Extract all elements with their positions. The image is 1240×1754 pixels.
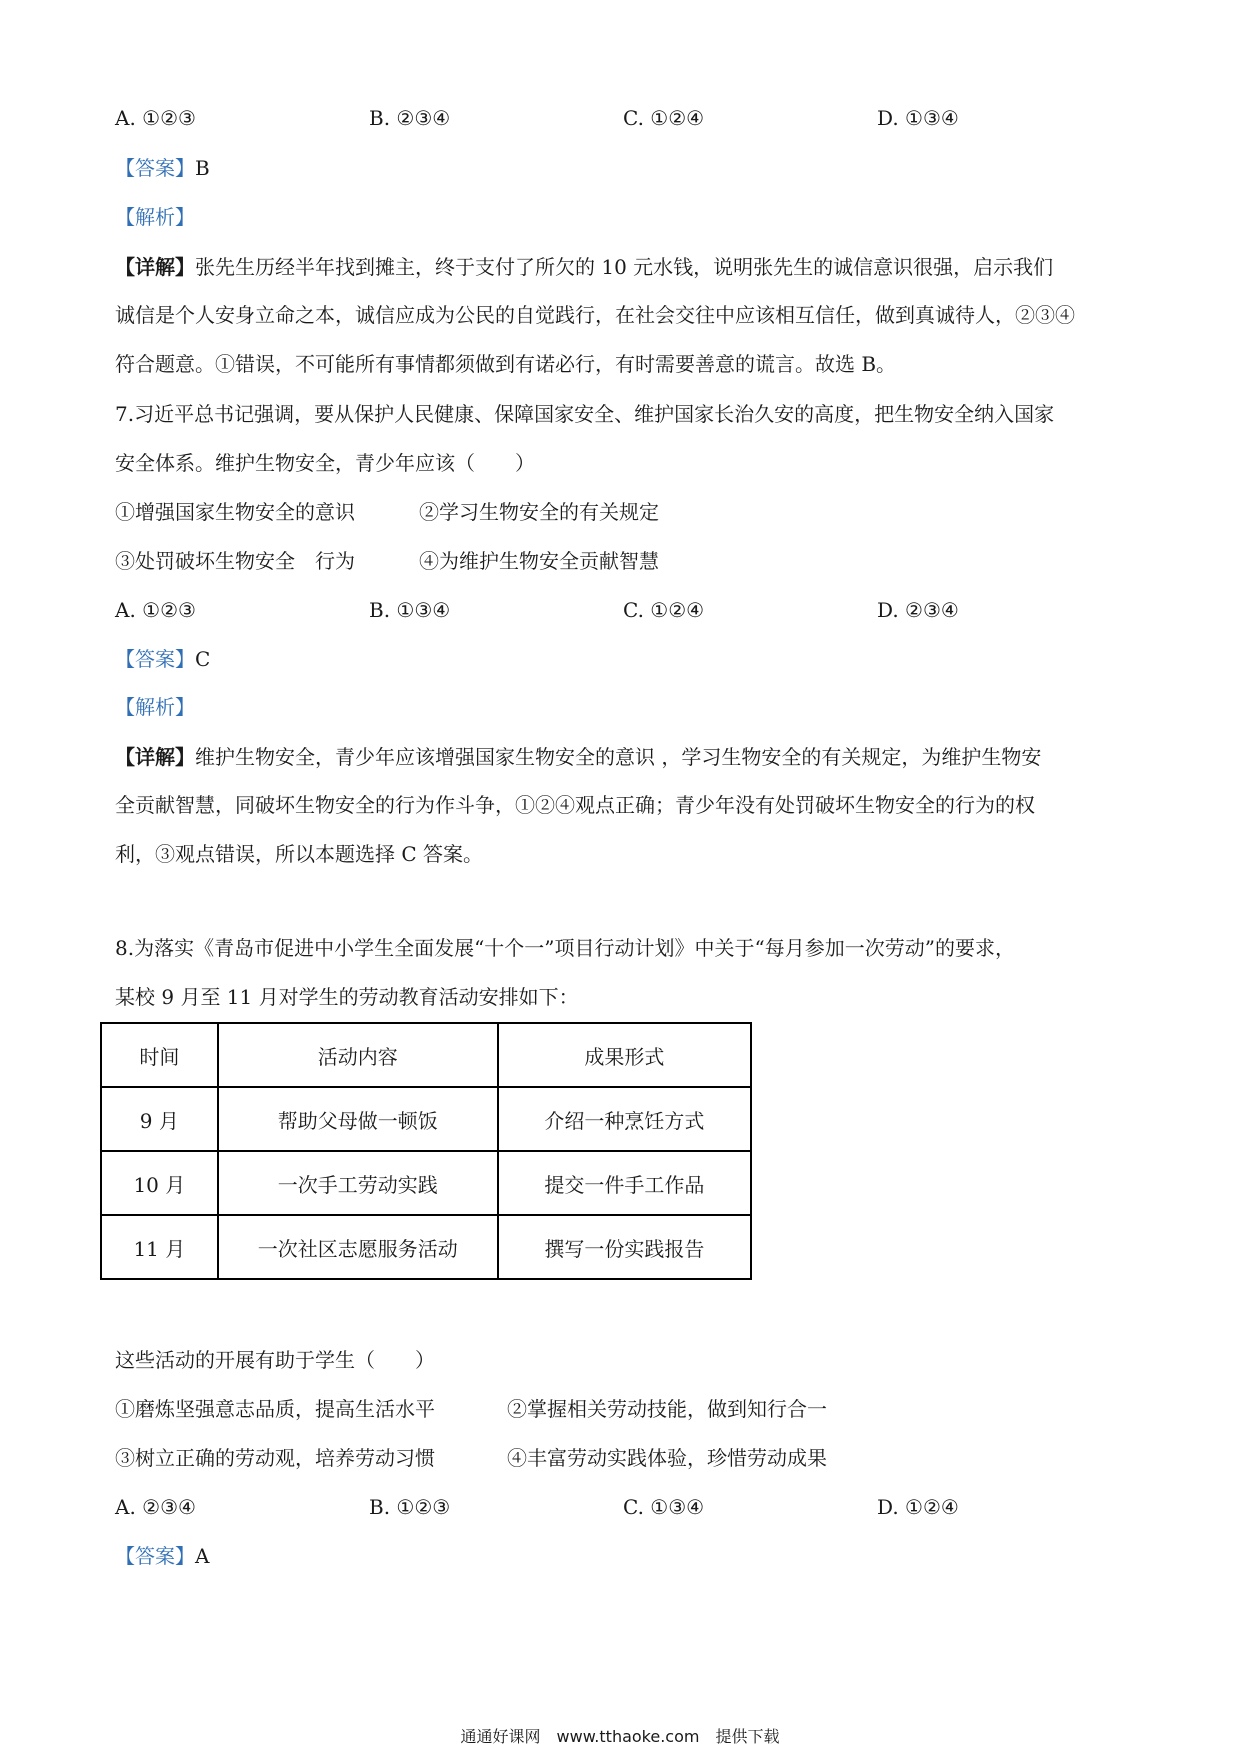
q7-detail-line-3: 利，③观点错误，所以本题选择 C 答案。: [115, 842, 484, 866]
answer-label: 【答案】: [115, 647, 195, 671]
q6-detail-line-3: 符合题意。①错误，不可能所有事情都须做到有诺必行，有时需要善意的谎言。故选 B。: [115, 352, 897, 376]
detail-label: 【详解】: [115, 745, 195, 769]
q8-answer: [115, 1542, 1135, 1570]
activity-table: [100, 1022, 752, 1280]
q7-option-d: D. ②③④: [877, 598, 959, 622]
answer-label: 【答案】: [115, 156, 195, 180]
q8-statement-1: ①磨炼坚强意志品质，提高生活水平: [115, 1397, 435, 1421]
answer-value: B: [195, 156, 210, 180]
q7-option-b: B. ①③④: [369, 598, 451, 622]
table-header: 活动内容: [218, 1023, 498, 1087]
answer-label: 【答案】: [115, 1544, 195, 1568]
q6-option-c: C. ①②④: [623, 106, 705, 130]
q8-option-a: A. ②③④: [115, 1495, 196, 1519]
q6-option-d: D. ①③④: [877, 106, 959, 130]
table-cell: 10 月: [101, 1151, 218, 1215]
q6-detail-line-2: 诚信是个人安身立命之本，诚信应成为公民的自觉践行，在社会交往中应该相互信任，做到真诚待人，②③④: [115, 303, 1075, 327]
q7-detail-line-2: 全贡献智慧，同破坏生物安全的行为作斗争，①②④观点正确；青少年没有处罚破坏生物安全的行为的权: [115, 793, 1035, 817]
page-footer: 通通好课网 www.tthaoke.com 提供下载: [460, 1727, 780, 1746]
table-cell: 帮助父母做一顿饭: [218, 1087, 498, 1151]
q8-statement-4: ④丰富劳动实践体验，珍惜劳动成果: [507, 1446, 827, 1470]
q8-stem-line-1: 8.为落实《青岛市促进中小学生全面发展“十个一”项目行动计划》中关于“每月参加一次劳动”的要求，: [115, 936, 1015, 960]
q8-stem-line-2: 某校 9 月至 11 月对学生的劳动教育活动安排如下：: [115, 985, 579, 1009]
table-row: [101, 1087, 751, 1151]
q8-option-b: B. ①②③: [369, 1495, 451, 1519]
q7-stem-line-2: 安全体系。维护生物安全，青少年应该（ ）: [115, 451, 535, 475]
table-header: 成果形式: [498, 1023, 751, 1087]
answer-value: A: [195, 1544, 210, 1568]
table-header: 时间: [101, 1023, 218, 1087]
q8-question: 这些活动的开展有助于学生（ ）: [115, 1348, 435, 1372]
table-cell: 9 月: [101, 1087, 218, 1151]
table-cell: 撰写一份实践报告: [498, 1215, 751, 1279]
table-cell: 一次手工劳动实践: [218, 1151, 498, 1215]
answer-value: C: [195, 647, 211, 671]
table-cell: 介绍一种烹饪方式: [498, 1087, 751, 1151]
q6-analysis-label: 【解析】: [115, 205, 195, 229]
q8-option-d: D. ①②④: [877, 1495, 959, 1519]
q6-detail-line-1: 【详解】张先生历经半年找到摊主，终于支付了所欠的 10 元水钱，说明张先生的诚信意识很强，启示我们: [115, 255, 1054, 279]
detail-label: 【详解】: [115, 255, 195, 279]
q8-option-c: C. ①③④: [623, 1495, 705, 1519]
q7-statement-3: ③处罚破坏生物安全 行为: [115, 549, 355, 573]
q7-statement-2: ②学习生物安全的有关规定: [419, 500, 659, 524]
table-row: [101, 1151, 751, 1215]
table-cell: 11 月: [101, 1215, 218, 1279]
table-cell: 一次社区志愿服务活动: [218, 1215, 498, 1279]
q8-statement-3: ③树立正确的劳动观，培养劳动习惯: [115, 1446, 435, 1470]
q8-statement-2: ②掌握相关劳动技能，做到知行合一: [507, 1397, 827, 1421]
q7-answer: [115, 645, 1135, 673]
q7-statement-1: ①增强国家生物安全的意识: [115, 500, 355, 524]
q7-statement-4: ④为维护生物安全贡献智慧: [419, 549, 659, 573]
q6-option-b: B. ②③④: [369, 106, 451, 130]
q7-detail-line-1: 【详解】维护生物安全，青少年应该增强国家生物安全的意识 ，学习生物安全的有关规定，为维护生物安: [115, 745, 1042, 769]
q7-option-c: C. ①②④: [623, 598, 705, 622]
table-row: [101, 1215, 751, 1279]
table-header-row: [101, 1023, 751, 1087]
q7-option-a: A. ①②③: [115, 598, 196, 622]
q6-option-a: A. ①②③: [115, 106, 196, 130]
q7-analysis-label: 【解析】: [115, 695, 195, 719]
table-cell: 提交一件手工作品: [498, 1151, 751, 1215]
q7-stem-line-1: 7.习近平总书记强调，要从保护人民健康、保障国家安全、维护国家长治久安的高度，把生物安全纳入国家: [115, 402, 1055, 426]
q6-answer: [115, 154, 1135, 182]
